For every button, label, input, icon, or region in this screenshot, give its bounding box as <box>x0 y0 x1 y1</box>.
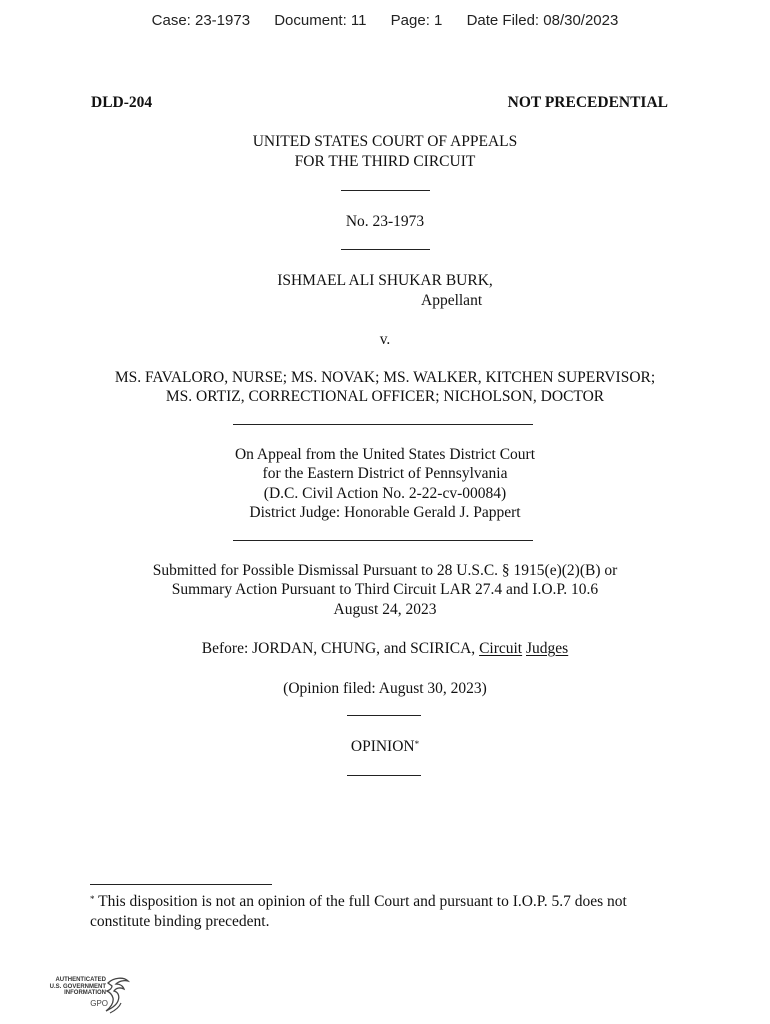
before-judges-word: Judges <box>526 640 569 657</box>
appeal-from-line2: for the Eastern District of Pennsylvania <box>262 465 508 482</box>
gpo-authentication-logo <box>44 975 134 1017</box>
opinion-title-wrap <box>0 737 770 757</box>
logo-line1: AUTHENTICATED <box>55 977 106 983</box>
separator-rule <box>347 775 421 776</box>
appellees-line1: MS. FAVALORO, NURSE; MS. NOVAK; MS. WALKER, KITCHEN SUPERVISOR; <box>114 369 656 386</box>
before-judges <box>0 639 770 659</box>
separator-rule <box>347 715 421 716</box>
submitted-line2: Summary Action Pursuant to Third Circuit LAR 27.4 and I.O.P. 10.6 <box>171 581 599 598</box>
submitted-date: August 24, 2023 <box>333 601 437 618</box>
submitted-line1: Submitted for Possible Dismissal Pursuant to 28 U.S.C. § 1915(e)(2)(B) or <box>152 562 618 579</box>
before-prefix: Before: JORDAN, CHUNG, and SCIRICA, <box>201 640 480 657</box>
before-circuit: Circuit <box>479 640 523 657</box>
court-name-line2: FOR THE THIRD CIRCUIT <box>294 153 476 170</box>
opinion-title: OPINION <box>350 738 415 755</box>
dld-code: DLD-204 <box>91 94 153 111</box>
separator-rule <box>233 424 533 425</box>
header-date-filed: Date Filed: 08/30/2023 <box>466 12 619 29</box>
header-page: Page: 1 <box>390 12 443 29</box>
logo-line3: INFORMATION <box>64 990 106 996</box>
court-name-line1: UNITED STATES COURT OF APPEALS <box>252 133 518 150</box>
logo-gpo-mark: GPO <box>90 999 108 1008</box>
opinion-filed: (Opinion filed: August 30, 2023) <box>283 680 487 697</box>
footnote-marker: * <box>90 894 95 904</box>
appeal-from-line1: On Appeal from the United States District Court <box>234 446 536 463</box>
appellees-line2: MS. ORTIZ, CORRECTIONAL OFFICER; NICHOLSON, DOCTOR <box>165 388 605 405</box>
header-document: Document: 11 <box>274 12 367 29</box>
separator-rule <box>341 249 430 250</box>
appellant-name: ISHMAEL ALI SHUKAR BURK, <box>277 272 493 289</box>
opinion-footnote-marker: * <box>414 739 420 749</box>
footnote-line1 <box>90 892 627 912</box>
footnote-text: This disposition is not an opinion of the full Court and pursuant to I.O.P. 5.7 does not <box>94 893 627 910</box>
appeal-from-line3: (D.C. Civil Action No. 2-22-cv-00084) <box>263 485 507 502</box>
header-case: Case: 23-1973 <box>151 12 251 29</box>
appellant-role: Appellant <box>421 292 483 309</box>
separator-rule <box>341 190 430 191</box>
versus: v. <box>379 331 391 348</box>
footnote-line2: constitute binding precedent. <box>90 913 270 930</box>
appeal-from-line4: District Judge: Honorable Gerald J. Pappert <box>249 504 521 521</box>
not-precedential-label: NOT PRECEDENTIAL <box>507 94 668 111</box>
footnote-rule <box>90 884 272 885</box>
eagle-icon <box>104 975 132 1017</box>
separator-rule <box>233 540 533 541</box>
logo-line2: U.S. GOVERNMENT <box>49 983 106 990</box>
case-number: No. 23-1973 <box>345 213 425 230</box>
filing-header <box>0 12 770 29</box>
